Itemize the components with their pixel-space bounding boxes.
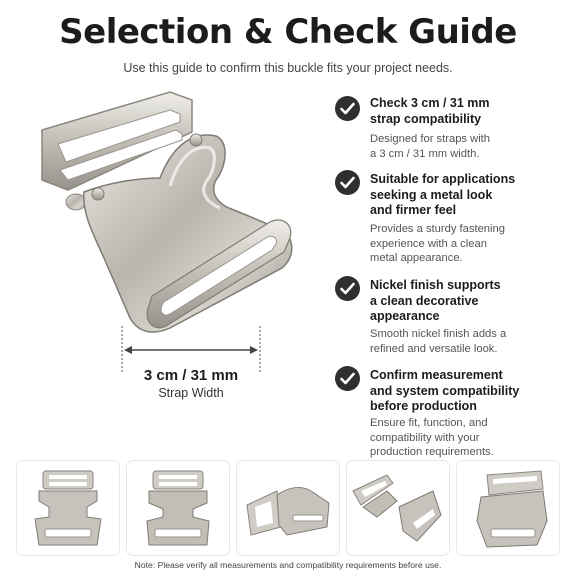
thumbnail-buckle-side[interactable] — [456, 460, 560, 556]
feature-description: Smooth nickel finish adds a refined and versatile look. — [370, 328, 507, 355]
thumbnail-buckle-back[interactable] — [126, 460, 230, 556]
feature-description: Designed for straps with a 3 cm / 31 mm width. — [370, 133, 491, 160]
check-circle-icon — [335, 96, 360, 121]
feature-title: Nickel finish supports a clean decorative appearance — [370, 278, 501, 323]
feature-description: Ensure fit, function, and compatibility with your production requirements. — [370, 417, 494, 459]
buckle-hero-image — [20, 82, 320, 352]
feature-description: Provides a sturdy fastening experience with a clean metal appearance. — [370, 223, 505, 265]
check-circle-icon — [335, 276, 360, 301]
thumbnail-buckle-open[interactable] — [346, 460, 450, 556]
page-subtitle: Use this guide to confirm this buckle fits your project needs. — [123, 61, 453, 75]
check-circle-icon — [335, 170, 360, 195]
thumbnail-buckle-angle[interactable] — [236, 460, 340, 556]
page-title: Selection & Check Guide — [59, 12, 517, 52]
strap-width-label: Strap Width — [158, 386, 224, 400]
feature-title: Confirm measurement and system compatibility before production — [370, 368, 520, 413]
footer-note: Note: Please verify all measurements and compatibility requirements before use. — [134, 560, 442, 570]
feature-title: Suitable for applications seeking a metal look and firmer feel — [370, 172, 516, 217]
thumbnail-buckle-front[interactable] — [16, 460, 120, 556]
strap-width-value: 3 cm / 31 mm — [143, 367, 239, 384]
feature-title: Check 3 cm / 31 mm strap compatibility — [370, 96, 490, 126]
check-circle-icon — [335, 366, 360, 391]
